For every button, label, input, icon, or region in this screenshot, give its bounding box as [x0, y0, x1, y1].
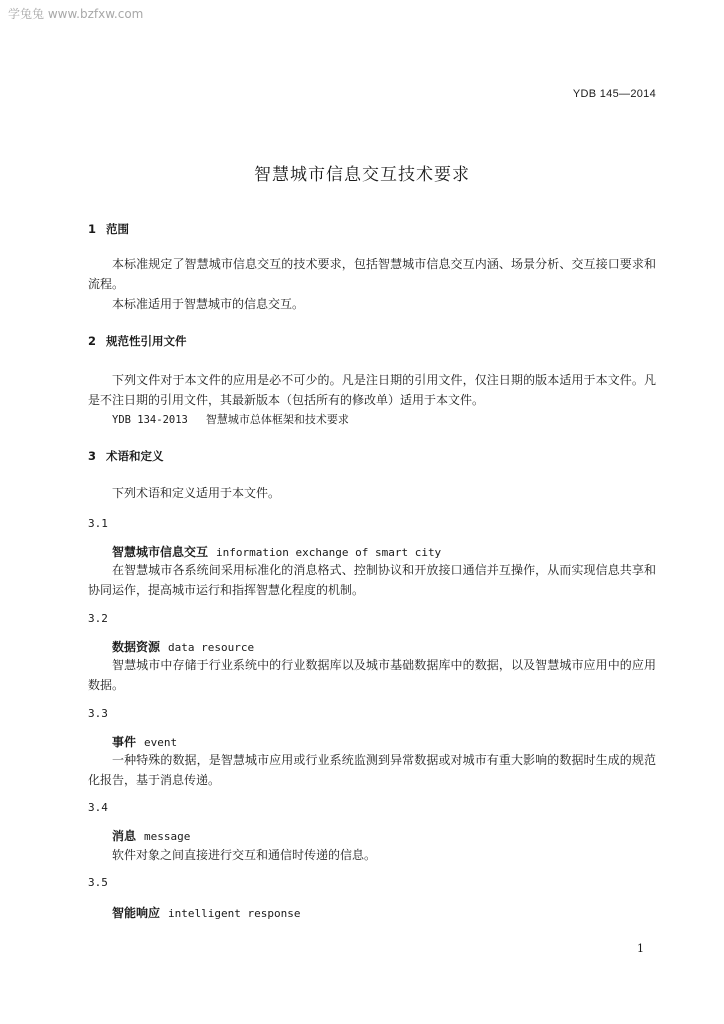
term-heading [112, 904, 300, 921]
term-heading [112, 638, 254, 655]
clause-number: 3.3 [88, 707, 108, 720]
references-paragraph: 下列文件对于本文件的应用是必不可少的。凡是注日期的引用文件，仅注日期的版本适用于本文件。凡是不注日期的引用文件，其最新版本（包括所有的修改单）适用于本文件。 [88, 373, 656, 407]
term-heading [112, 827, 190, 844]
reference-entry [112, 411, 349, 427]
clause-number: 3.1 [88, 517, 108, 530]
term-english: information exchange of smart city [216, 546, 442, 559]
term-chinese: 消息 [112, 829, 137, 843]
term-chinese: 智慧城市信息交互 [112, 545, 209, 559]
term-english: intelligent response [168, 907, 301, 920]
section-heading-scope [88, 221, 129, 237]
reference-title: 智慧城市总体框架和技术要求 [205, 413, 349, 426]
standard-number: YDB 145—2014 [572, 88, 656, 100]
term-english: message [144, 830, 191, 843]
term-heading [112, 543, 441, 560]
reference-code: YDB 134-2013 [112, 414, 188, 426]
scope-paragraph-1: 本标准规定了智慧城市信息交互的技术要求，包括智慧城市信息交互内涵、场景分析、交互接口要求和流程。 [88, 257, 656, 291]
term-chinese: 数据资源 [112, 640, 161, 654]
section-title: 范围 [106, 222, 129, 236]
term-definition: 一种特殊的数据，是智慧城市应用或行业系统监测到异常数据或对城市有重大影响的数据时生成的规范化报告，基于消息传递。 [88, 753, 656, 787]
term-heading [112, 733, 177, 750]
term-chinese: 事件 [112, 735, 137, 749]
section-title: 术语和定义 [106, 449, 164, 463]
term-definition: 在智慧城市各系统间采用标准化的消息格式、控制协议和开放接口通信并互操作，从而实现信息共享和协同运作，提高城市运行和指挥智慧化程度的机制。 [88, 563, 656, 597]
section-number: 1 [88, 222, 97, 236]
term-english: event [144, 736, 178, 749]
page-number: 1 [637, 942, 644, 955]
section-title: 规范性引用文件 [106, 334, 187, 348]
section-heading-terms [88, 448, 164, 464]
watermark-text: 学兔兔 www.bzfxw.com [8, 7, 144, 21]
terms-intro-paragraph: 下列术语和定义适用于本文件。 [112, 486, 281, 500]
document-title: 智慧城市信息交互技术要求 [254, 165, 470, 185]
scope-paragraph-2: 本标准适用于智慧城市的信息交互。 [112, 297, 305, 311]
clause-number: 3.4 [88, 801, 108, 814]
section-heading-normative-references [88, 333, 187, 349]
section-number: 2 [88, 334, 97, 348]
clause-number: 3.2 [88, 612, 108, 625]
section-number: 3 [88, 449, 97, 463]
term-english: data resource [168, 641, 255, 654]
term-definition: 软件对象之间直接进行交互和通信时传递的信息。 [112, 848, 377, 862]
term-definition: 智慧城市中存储于行业系统中的行业数据库以及城市基础数据库中的数据，以及智慧城市应用中的应用数据。 [88, 658, 656, 692]
clause-number: 3.5 [88, 876, 108, 889]
term-chinese: 智能响应 [112, 906, 161, 920]
